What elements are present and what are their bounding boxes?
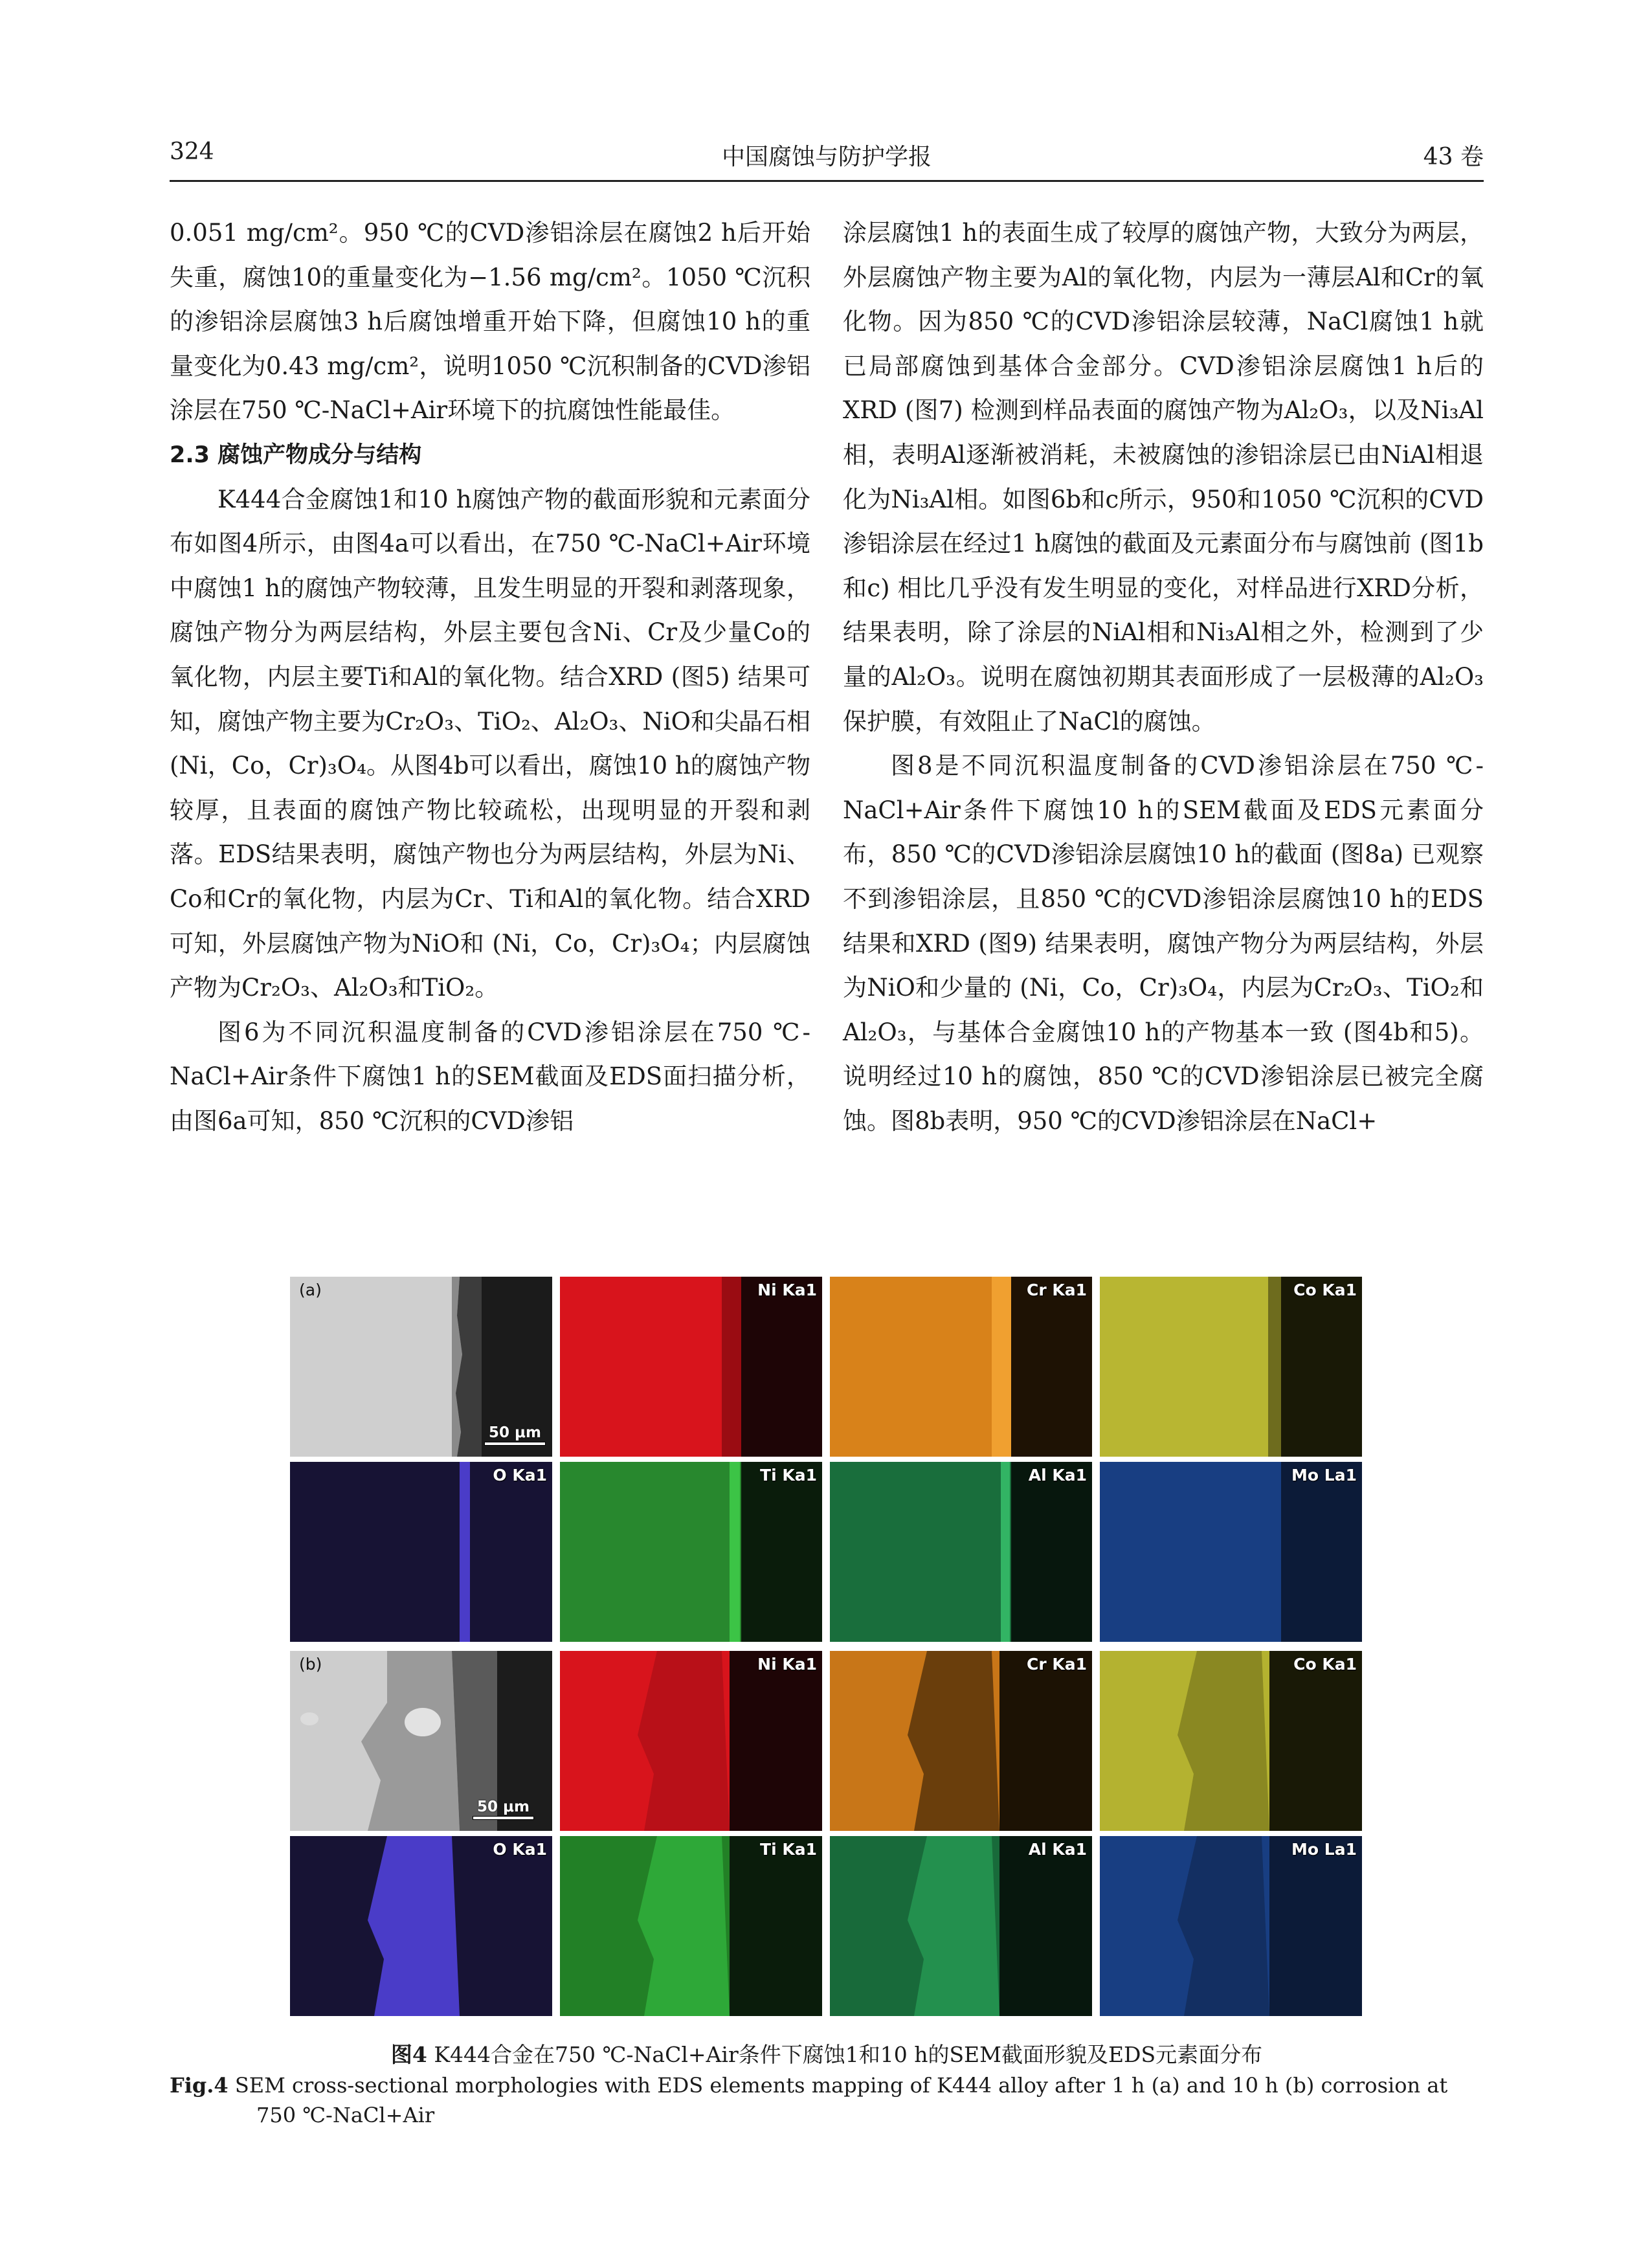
paragraph: 0.051 mg/cm²。950 ℃的CVD渗铝涂层在腐蚀2 h后开始失重，腐蚀10的重量变化为−1.56 mg/cm²。1050 ℃沉积的渗铝涂层腐蚀3 h后腐蚀增重开始下降，但腐蚀10 h的重量变化为0.43 mg/cm²，说明1050 ℃沉积制备的CVD渗铝涂层在750 ℃-NaCl+Air环境下的抗腐蚀性能最佳。 — [170, 219, 810, 425]
eds-map-al-a — [830, 1462, 1092, 1642]
paragraph: 图6为不同沉积温度制备的CVD渗铝涂层在750 ℃-NaCl+Air条件下腐蚀1 h的SEM截面及EDS面扫描分析，由图6a可知，850 ℃沉积的CVD渗铝 — [170, 1018, 810, 1135]
journal-title: 中国腐蚀与防护学报 — [721, 144, 932, 170]
sem-image-b — [290, 1651, 552, 1831]
page-number: 324 — [170, 139, 214, 165]
scale-bar — [484, 1424, 546, 1446]
element-label: Co Ka1 — [1293, 1655, 1357, 1674]
caption-text: K444合金在750 ℃-NaCl+Air条件下腐蚀1和10 h的SEM截面形貌及EDS元素面分布 — [434, 2042, 1263, 2067]
figure-4 — [290, 1277, 1363, 2016]
eds-map-o-a — [290, 1462, 552, 1642]
eds-map-ni-a — [560, 1277, 822, 1457]
paragraph: 涂层腐蚀1 h的表面生成了较厚的腐蚀产物，大致分为两层，外层腐蚀产物主要为Al的氧化物，内层为一薄层Al和Cr的氧化物。因为850 ℃的CVD渗铝涂层较薄，NaCl腐蚀1 h就已局部腐蚀到基体合金部分。CVD渗铝涂层腐蚀1 h后的XRD (图7) 检测到样品表面的腐蚀产物为Al₂O₃，以及Ni₃Al相，表明Al逐渐被消耗，未被腐蚀的渗铝涂层已由NiAl相退化为Ni₃Al相。如图6b和c所示，950和1050 ℃沉积的CVD渗铝涂层在经过1 h腐蚀的截面及元素面分布与腐蚀前 (图1b和c) 相比几乎没有发生明显的变化，对样品进行XRD分析，结果表明，除了涂层的NiAl相和Ni₃Al相之外，检测到了少量的Al₂O₃。说明在腐蚀初期其表面形成了一层极薄的Al₂O₃保护膜，有效阻止了NaCl的腐蚀。 — [843, 219, 1484, 735]
element-label: Al Ka1 — [1028, 1840, 1087, 1859]
eds-map-cr-a — [830, 1277, 1092, 1457]
element-label: Ni Ka1 — [757, 1655, 817, 1674]
scale-bar — [473, 1799, 534, 1820]
element-label: Cr Ka1 — [1026, 1655, 1087, 1674]
header-rule — [170, 180, 1484, 182]
eds-map-al-b — [830, 1836, 1092, 2016]
scale-bar-label: 50 μm — [477, 1799, 530, 1815]
paragraph: K444合金腐蚀1和10 h腐蚀产物的截面形貌和元素面分布如图4所示，由图4a可以看出，在750 ℃-NaCl+Air环境中腐蚀1 h的腐蚀产物较薄，且发生明显的开裂和剥落现象，腐蚀产物分为两层结构，外层主要包含Ni、Cr及少量Co的氧化物，内层主要Ti和Al的氧化物。结合XRD (图5) 结果可知，腐蚀产物主要为Cr₂O₃、TiO₂、Al₂O₃、NiO和尖晶石相 (Ni，Co，Cr)₃O₄。从图4b可以看出，腐蚀10 h的腐蚀产物较厚，且表面的腐蚀产物比较疏松，出现明显的开裂和剥落。EDS结果表明，腐蚀产物也分为两层结构，外层为Ni、Co和Cr的氧化物，内层为Cr、Ti和Al的氧化物。结合XRD可知，外层腐蚀产物为NiO和 (Ni，Co，Cr)₃O₄；内层腐蚀产物为Cr₂O₃、Al₂O₃和TiO₂。 — [170, 485, 810, 1002]
eds-map-cr-b — [830, 1651, 1092, 1831]
eds-map-co-b — [1100, 1651, 1362, 1831]
element-label: Mo La1 — [1291, 1840, 1357, 1859]
element-label: Ti Ka1 — [760, 1466, 817, 1485]
element-label: O Ka1 — [493, 1466, 547, 1485]
running-header — [170, 139, 1484, 177]
caption-text: SEM cross-sectional morphologies with EDS elements mapping of K444 alloy after 1 h (a) and 10 h (b) corrosion at — [234, 2073, 1448, 2098]
right-column — [843, 211, 1484, 1143]
panel-letter: (a) — [299, 1281, 322, 1299]
element-label: Cr Ka1 — [1026, 1281, 1087, 1299]
caption-tag: Fig.4 — [170, 2073, 229, 2098]
element-label: O Ka1 — [493, 1840, 547, 1859]
eds-map-ti-b — [560, 1836, 822, 2016]
eds-map-ti-a — [560, 1462, 822, 1642]
panel-letter: (b) — [299, 1655, 322, 1674]
element-label: Ni Ka1 — [757, 1281, 817, 1299]
eds-map-o-b — [290, 1836, 552, 2016]
element-label: Mo La1 — [1291, 1466, 1357, 1485]
eds-map-mo-b — [1100, 1836, 1362, 2016]
figure-caption-en — [170, 2070, 1484, 2130]
figure-caption-cn — [170, 2038, 1484, 2068]
scale-bar-label: 50 μm — [489, 1424, 541, 1441]
section-heading: 2.3 腐蚀产物成分与结构 — [170, 442, 422, 468]
caption-text-continued: 750 ℃-NaCl+Air — [256, 2103, 435, 2127]
eds-map-ni-b — [560, 1651, 822, 1831]
element-label: Co Ka1 — [1293, 1281, 1357, 1299]
volume-label: 43 卷 — [1423, 144, 1484, 170]
left-column — [170, 211, 810, 1143]
element-label: Ti Ka1 — [760, 1840, 817, 1859]
eds-map-co-a — [1100, 1277, 1362, 1457]
caption-tag: 图4 — [390, 2042, 427, 2067]
sem-image-a — [290, 1277, 552, 1457]
paragraph: 图8是不同沉积温度制备的CVD渗铝涂层在750 ℃-NaCl+Air条件下腐蚀10 h的SEM截面及EDS元素面分布，850 ℃的CVD渗铝涂层腐蚀10 h的截面 (图8a) 已观察不到渗铝涂层，且850 ℃的CVD渗铝涂层腐蚀10 h的EDS结果和XRD (图9) 结果表明，腐蚀产物分为两层结构，外层为NiO和少量的 (Ni，Co，Cr)₃O₄，内层为Cr₂O₃、TiO₂和Al₂O₃，与基体合金腐蚀10 h的产物基本一致 (图4b和5)。说明经过10 h的腐蚀，850 ℃的CVD渗铝涂层已被完全腐蚀。图8b表明，950 ℃的CVD渗铝涂层在NaCl+ — [843, 752, 1484, 1135]
eds-map-mo-a — [1100, 1462, 1362, 1642]
element-label: Al Ka1 — [1028, 1466, 1087, 1485]
